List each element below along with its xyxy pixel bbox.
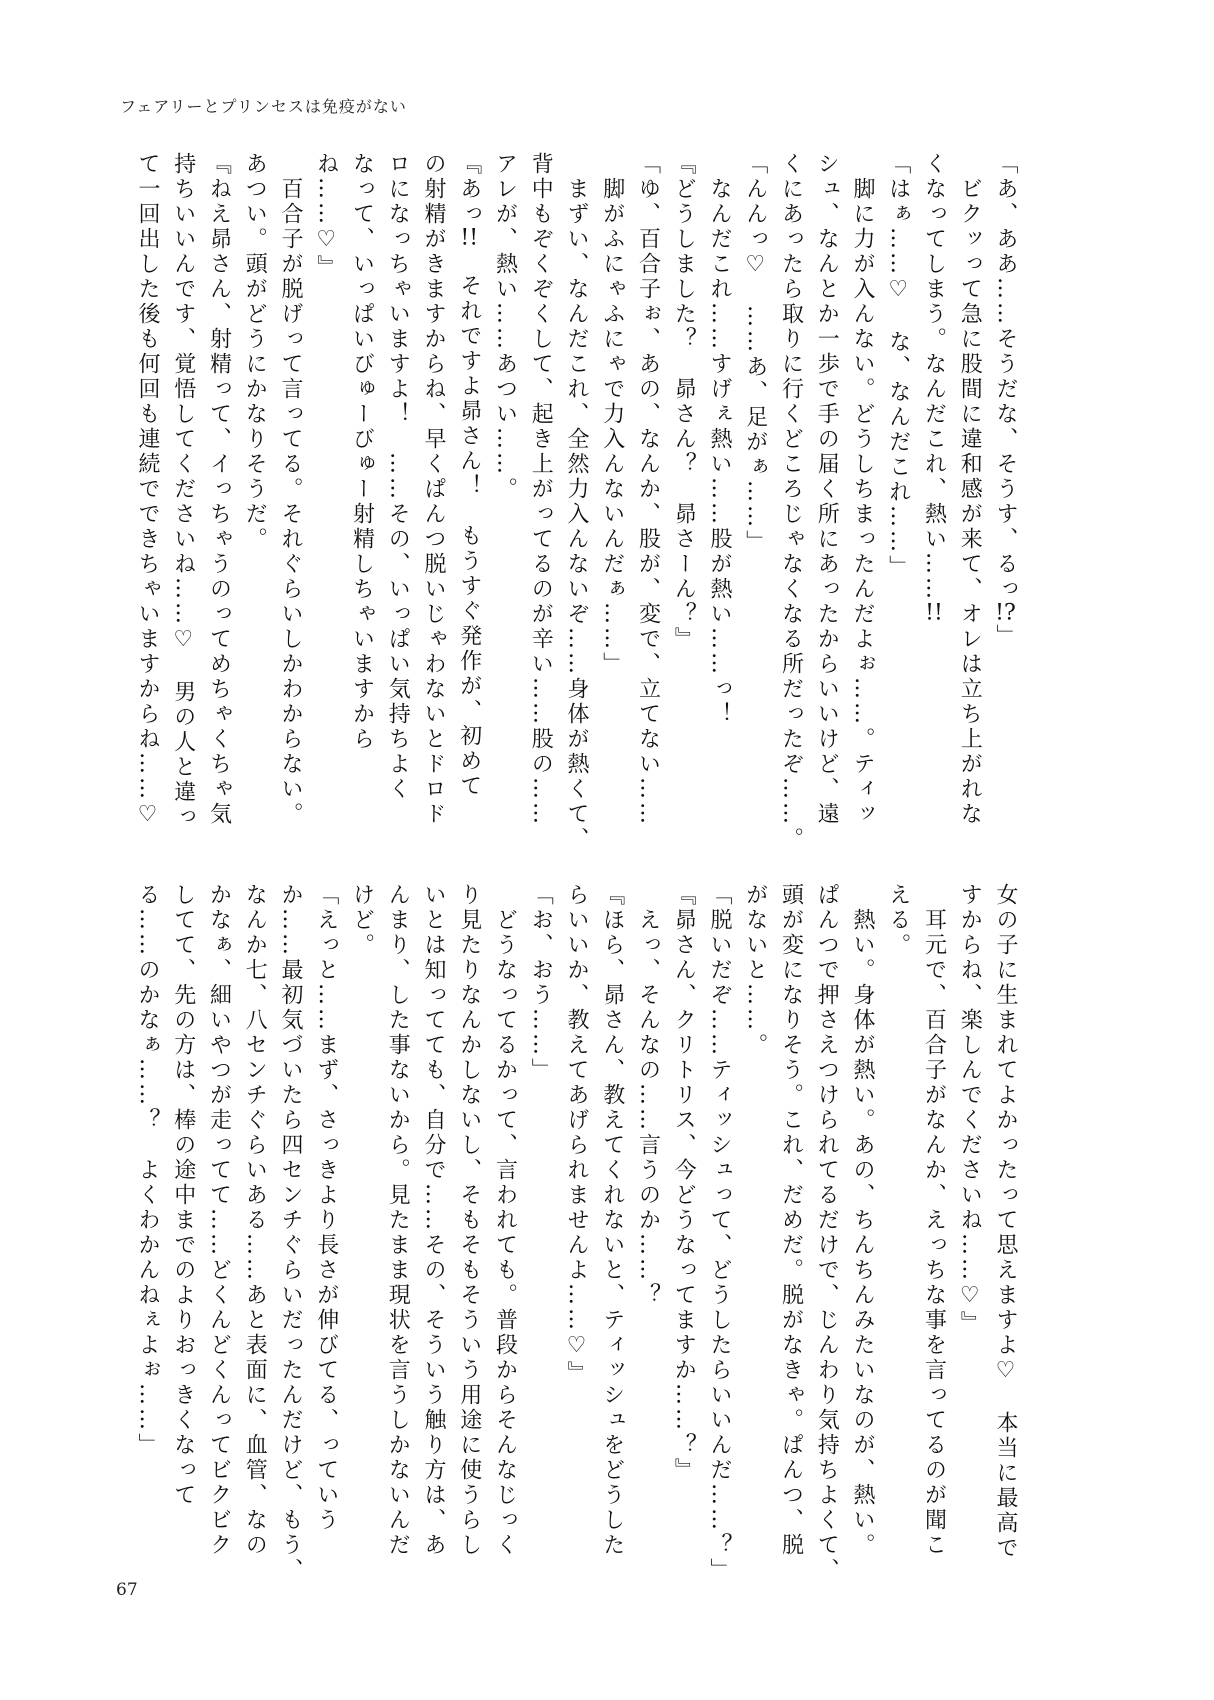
text-line: アレが、熱い……あつい……。 bbox=[492, 152, 518, 502]
running-title: フェアリーとプリンセスは免疫がない bbox=[120, 97, 407, 116]
text-line: なって、いっぱいびゅーびゅー射精しちゃいますから bbox=[349, 152, 375, 752]
text-line: 「はぁ……♡ な、なんだこれ……」 bbox=[885, 152, 911, 580]
text-line: 『あっ!! それですよ昴さん！ もうすぐ発作が、初めて bbox=[456, 152, 482, 799]
text-line: 「えっと……まず、さっきより長さが伸びてる、っていう bbox=[313, 883, 339, 1533]
text-line: いとは知ってても、自分で……その、そういう触り方は、あ bbox=[421, 883, 446, 1558]
text-line: て一回出した後も何回も連続でできちゃいますからね……♡ bbox=[135, 152, 160, 830]
text-line: 脚がふにゃふにゃで力入んないんだぁ……」 bbox=[599, 152, 625, 677]
text-line: 「ゆ、百合子ぉ、あの、なんか、股が、変で、立てない…… bbox=[635, 152, 661, 827]
text-line: 『どうしました？ 昴さん？ 昴さーん？』 bbox=[671, 152, 697, 652]
text-line: えっ、そんなの……言うのか……？ bbox=[635, 883, 661, 1308]
text-line: 女の子に生まれてよかったって思えますよ♡ 本当に最高で bbox=[993, 883, 1018, 1561]
text-line: あつい。頭がどうにかなりそうだ。 bbox=[242, 152, 268, 552]
combined-punctuation: !! bbox=[925, 602, 943, 624]
text-line: 耳元で、百合子がなんか、えっちな事を言ってるのが聞こ bbox=[921, 883, 947, 1558]
text-line: かなぁ、細いやつが走ってて……どくんどくんってビクビク bbox=[206, 883, 232, 1558]
text-line: シュ、なんとか一歩で手の届く所にあったからいいけど、遠 bbox=[814, 152, 840, 827]
text-line: けど。 bbox=[349, 883, 375, 958]
text-line: ね……♡』 bbox=[313, 152, 339, 280]
text-line: 頭が変になりそう。これ、だめだ。脱がなきゃ。ぱんつ、脱 bbox=[778, 883, 804, 1558]
text-line: 持ちいいんです、覚悟してくださいね……♡ 男の人と違っ bbox=[170, 152, 196, 830]
text-line: 熱い。身体が熱い。あの、ちんちんみたいなのが、熱い。 bbox=[850, 883, 875, 1558]
text-line: か……最初気づいたら四センチぐらいだったんだけど、もう、 bbox=[278, 883, 303, 1583]
text-line: 「脱いだぞ……ティッシュって、どうしたらいいんだ……？」 bbox=[707, 883, 732, 1583]
text-line: 『昴さん、クリトリス、今どうなってますか……？』 bbox=[671, 883, 697, 1483]
text-line: 『ねえ昴さん、射精って、イっちゃうのってめちゃくちゃ気 bbox=[206, 152, 232, 827]
combined-punctuation: !? bbox=[995, 602, 1016, 624]
text-line: 『ほら、昴さん、教えてくれないと、ティッシュをどうした bbox=[599, 883, 625, 1558]
text-line: 「お、おう……」 bbox=[528, 883, 554, 1083]
text-block-bottom bbox=[129, 883, 1023, 1583]
text-line: がないと……。 bbox=[742, 883, 768, 1058]
combined-punctuation: !! bbox=[460, 227, 479, 249]
text-line: える。 bbox=[885, 883, 911, 958]
text-line: り見たりなんかしないし、そもそもそういう用途に使うらし bbox=[456, 883, 482, 1558]
text-line: してて、先の方は、棒の途中までのよりおっきくなって bbox=[170, 883, 196, 1508]
text-line: ロになっちゃいますよ！ ……その、いっぱい気持ちよく bbox=[385, 152, 411, 802]
text-line: まずい、なんだこれ、全然力入んないぞ……身体が熱くて、 bbox=[564, 152, 589, 852]
text-line: なんだこれ……すげぇ熱い……股が熱い……っ！ bbox=[707, 152, 732, 727]
text-line: どうなってるかって、言われても。普段からそんなじっく bbox=[492, 883, 518, 1558]
text-line: んまり、した事ないから。見たまま現状を言うしかないんだ bbox=[385, 883, 411, 1558]
page-number: 67 bbox=[116, 1580, 138, 1600]
text-line: ぱんつで押さえつけられてるだけで、じんわり気持ちよくて、 bbox=[814, 883, 840, 1583]
text-line: なんか七、八センチぐらいある……あと表面に、血管、なの bbox=[242, 883, 268, 1558]
text-line: 「あ、ああ……そうだな、そうす、るっ!?」 bbox=[993, 152, 1018, 649]
text-line: くなってしまう。なんだこれ、熱い……!! bbox=[921, 152, 947, 624]
text-line: の射精がきますからね、早くぱんつ脱いじゃわないとドロド bbox=[421, 152, 446, 827]
text-line: 「んんっ♡ ……あ、足がぁ……」 bbox=[742, 152, 768, 555]
text-line: る……のかなぁ……？ よくわかんねぇよぉ……」 bbox=[135, 883, 160, 1458]
text-line: 背中もぞくぞくして、起き上がってるのが辛い……股の…… bbox=[528, 152, 554, 827]
text-line: 百合子が脱げって言ってる。それぐらいしかわからない。 bbox=[278, 152, 303, 827]
text-line: らいいか、教えてあげられませんよ……♡』 bbox=[564, 883, 589, 1386]
text-line: くにあったら取りに行くどころじゃなくなる所だったぞ……。 bbox=[778, 152, 804, 852]
text-line: 脚に力が入んない。どうしちまったんだよぉ……。ティッ bbox=[850, 152, 875, 827]
text-block-top bbox=[129, 152, 1023, 852]
text-line: すからね、楽しんでくださいね……♡』 bbox=[957, 883, 983, 1336]
text-line: ビクッって急に股間に違和感が来て、オレは立ち上がれな bbox=[957, 152, 983, 827]
